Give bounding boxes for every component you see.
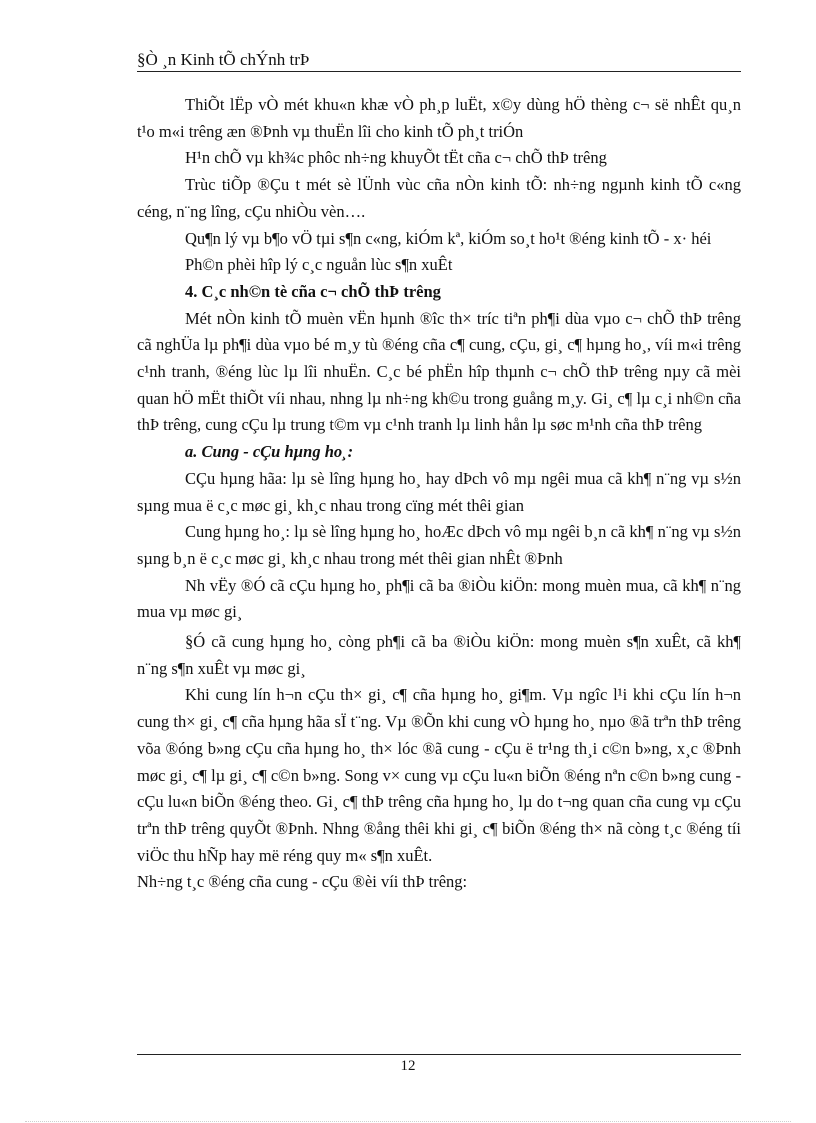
paragraph-supply-demand-effects: Nh÷ng t¸c ®éng cña cung - cÇu ®èi víi thÞ trêng: xyxy=(137,872,468,892)
header-divider xyxy=(137,71,741,72)
paragraph-market-defects: H¹n chÕ vµ kh¾c phôc nh÷ng khuyÕt tËt cña c¬ chÕ thÞ trêng xyxy=(185,148,607,168)
section-heading-market-factors: 4. C¸c nh©n tè cña c¬ chÕ thÞ trêng xyxy=(185,281,441,301)
footer-divider xyxy=(137,1054,741,1055)
page-bottom-edge xyxy=(25,1121,791,1122)
paragraph-demand-definition: CÇu hµng hãa: lµ sè lîng hµng ho¸ hay dÞch vô mµ ngêi mua cã kh¶ n¨ng vµ s½n sµng mua ë c¸c møc gi¸ kh¸c nhau trong cïng mét thêi gian xyxy=(137,468,741,515)
paragraph-market-mechanism: Mét nÒn kinh tÕ muèn vËn hµnh ®îc th× tríc tiªn ph¶i dùa vµo c¬ chÕ thÞ trêng cã nghÜa lµ ph¶i dùa vµo bé m¸y tù ®éng cña c¶ cung, cÇu, gi¸ c¶ hµng ho¸, víi m«i trêng c¹nh tranh, ®éng lùc lµ lîi nhuËn. C¸c bé phËn hîp thµnh c¬ chÕ thÞ trêng nµy cã mèi quan hÖ mËt thiÕt víi nhau, nhng lµ nh÷ng kh©u trong guång m¸y. Gi¸ c¶ lµ c¸i nh©n cña thÞ trêng, cung cÇu lµ trung t©m vµ c¹nh tranh lµ linh hån lµ søc m¹nh cña thÞ trêng xyxy=(137,308,741,435)
subsection-heading-supply-demand: a. Cung - cÇu hµng ho¸: xyxy=(185,442,354,462)
paragraph-direct-investment: Trùc tiÕp ®Çu t mét sè lÜnh vùc cña nÒn kinh tÕ: nh÷ng ngµnh kinh tÕ c«ng céng, n¨ng lîng, cÇu nhiÒu vèn…. xyxy=(137,175,741,221)
paragraph-price-equilibrium: Khi cung lín h¬n cÇu th× gi¸ c¶ cña hµng ho¸ gi¶m. Vµ ngîc l¹i khi cÇu lín h¬n cung th× gi¸ c¶ cña hµng hãa sÏ t¨ng. Vµ ®Õn khi cung vÒ hµng ho¸ nµo ®ã trªn thÞ trêng võa ®óng b»ng cÇu cña hµng ho¸ th× lóc ®ã cung - cÇu ë tr¹ng th¸i c©n b»ng, x¸c ®Þnh møc gi¸ c¶ lµ gi¸ c¶ c©n b»ng. Song v× cung vµ cÇu lu«n biÕn ®éng nªn c©n b»ng cung - cÇu lu«n biÕn ®éng theo. Gi¸ c¶ thÞ trêng cña hµng ho¸ lµ do t¬ng quan cña cung vµ cÇu trªn thÞ trêng quyÕt ®Þnh. Nhng ®ång thêi khi gi¸ c¶ biÕn ®éng th× nã còng t¸c ®éng tíi viÖc thu hÑp hay më réng quy m« s¶n xuÊt. xyxy=(137,685,741,865)
paragraph-legal-framework: ThiÕt lËp vÒ mét khu«n khæ vÒ ph¸p luËt, x©y dùng hÖ thèng c¬ së nhÊt qu¸n t¹o m«i trêng æn ®Þnh vµ thuËn lîi cho kinh tÕ ph¸t triÓn xyxy=(137,95,741,141)
paragraph-supply-definition: Cung hµng ho¸: lµ sè lîng hµng ho¸ hoÆc dÞch vô mµ ngêi b¸n cã kh¶ n¨ng vµ s½n sµng b¸n ë c¸c møc gi¸ kh¸c nhau trong mét thêi gian nhÊt ®Þnh xyxy=(137,522,741,568)
paragraph-resource-allocation: Ph©n phèi hîp lý c¸c nguån lùc s¶n xuÊt xyxy=(185,255,453,275)
running-header: §Ò ¸n Kinh tÕ chÝnh trÞ xyxy=(137,50,310,69)
document-body xyxy=(137,92,741,896)
paragraph-supply-conditions: §Ó cã cung hµng ho¸ còng ph¶i cã ba ®iÒu kiÖn: mong muèn s¶n xuÊt, cã kh¶ n¨ng s¶n xuÊt vµ møc gi¸ xyxy=(137,632,741,678)
paragraph-public-assets: Qu¶n lý vµ b¶o vÖ tµi s¶n c«ng, kiÓm kª, kiÓm so¸t ho¹t ®éng kinh tÕ - x· héi xyxy=(185,228,712,248)
paragraph-demand-conditions: Nh vËy ®Ó cã cÇu hµng ho¸ ph¶i cã ba ®iÒu kiÖn: mong muèn mua, cã kh¶ n¨ng mua vµ møc gi¸ xyxy=(137,575,741,622)
page-number: 12 xyxy=(400,1058,416,1074)
